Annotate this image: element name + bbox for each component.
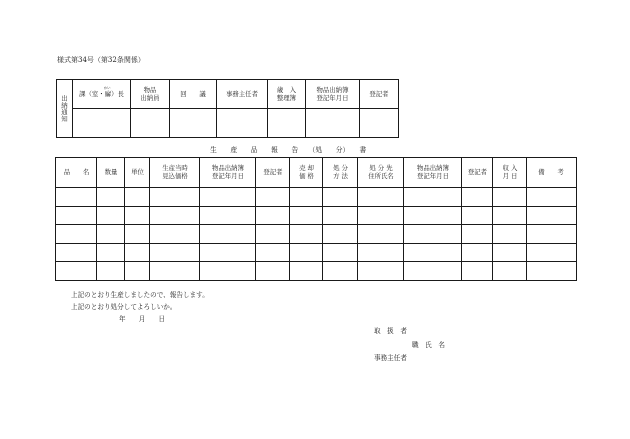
col-unit: 単位 <box>131 168 144 176</box>
side-label: 出納通知 <box>60 94 68 123</box>
report-col-divider <box>403 157 404 281</box>
header-goods-clerk: 物品 出納員 <box>140 86 160 102</box>
header-section-chief-suffix: ）長 <box>111 90 124 98</box>
report-title: 生 産 品 報 告 （処 分） 書 <box>210 146 367 154</box>
report-row-divider <box>55 224 577 225</box>
report-col-divider <box>255 157 256 281</box>
notif-col-divider <box>305 79 306 138</box>
header-circulation: 回 議 <box>180 90 206 98</box>
col-quantity: 数量 <box>104 168 118 176</box>
report-col-divider <box>322 157 323 281</box>
header-ledger-date: 物品出納簿 登記年月日 <box>316 86 349 102</box>
col-registrar-1: 登記者 <box>263 168 283 176</box>
header-section-chief-kanji-wrap <box>103 86 112 98</box>
notif-border-top <box>56 79 399 80</box>
header-chief-clerk: 事務主任者 <box>226 90 258 98</box>
notif-col-divider <box>169 79 170 138</box>
report-border-right <box>576 157 577 281</box>
notif-col-divider <box>130 79 131 138</box>
col-remarks: 備 考 <box>538 168 564 176</box>
signature-title-name: 職 氏 名 <box>412 341 445 349</box>
note-produced: 上記のとおり生産しましたので、報告します。 <box>71 291 209 299</box>
notif-border-left <box>56 79 57 138</box>
report-col-divider <box>461 157 462 281</box>
header-section-chief-kanji: 廨 <box>104 90 112 98</box>
col-sale-price: 売 却 価 格 <box>299 164 314 180</box>
notif-border-bottom <box>56 137 399 138</box>
header-registrar: 登記者 <box>369 90 389 98</box>
col-registrar-2: 登記者 <box>467 168 488 176</box>
note-disposal-request: 上記のとおり処分してよろしいか。 <box>71 303 177 311</box>
signature-chief-clerk: 事務主任者 <box>374 354 407 362</box>
col-revenue-date: 収 入 月 日 <box>502 164 518 180</box>
report-col-divider <box>96 157 97 281</box>
report-col-divider <box>124 157 125 281</box>
notif-col-divider <box>216 79 217 138</box>
header-ruby: かい <box>103 86 111 90</box>
col-ledger-date-2: 物品出納簿 登記年月日 <box>417 164 449 180</box>
form-number-title: 様式第34号（第32条関係） <box>57 56 145 64</box>
col-disposal-recipient: 処 分 先 住所氏名 <box>368 164 394 180</box>
header-section-chief-prefix: 課（室・ <box>79 90 105 98</box>
col-item-name: 品 名 <box>63 168 90 176</box>
report-row-divider <box>55 261 577 262</box>
report-col-divider <box>526 157 527 281</box>
report-header-divider <box>55 187 577 188</box>
note-date: 年 月 日 <box>119 315 166 323</box>
report-border-top <box>55 157 577 158</box>
report-border-bottom <box>55 280 577 281</box>
col-ledger-date-1: 物品出納簿 登記年月日 <box>212 164 244 180</box>
report-col-divider <box>149 157 150 281</box>
col-disposal-method: 処 分 方 法 <box>333 164 348 180</box>
header-section-chief <box>73 80 130 108</box>
report-col-divider <box>289 157 290 281</box>
report-row-divider <box>55 206 577 207</box>
report-col-divider <box>357 157 358 281</box>
notif-border-right <box>398 79 399 138</box>
notif-col-divider <box>267 79 268 138</box>
col-estimated-price: 生産当時 見込価格 <box>162 164 188 180</box>
report-col-divider <box>492 157 493 281</box>
notif-row-divider <box>72 108 399 109</box>
report-col-divider <box>199 157 200 281</box>
signature-handler: 取 扱 者 <box>374 327 407 335</box>
report-row-divider <box>55 243 577 244</box>
header-revenue-register: 歳 入 整理簿 <box>276 86 297 102</box>
report-border-left <box>55 157 56 281</box>
notif-col-divider <box>359 79 360 138</box>
notif-col-divider <box>72 79 73 138</box>
